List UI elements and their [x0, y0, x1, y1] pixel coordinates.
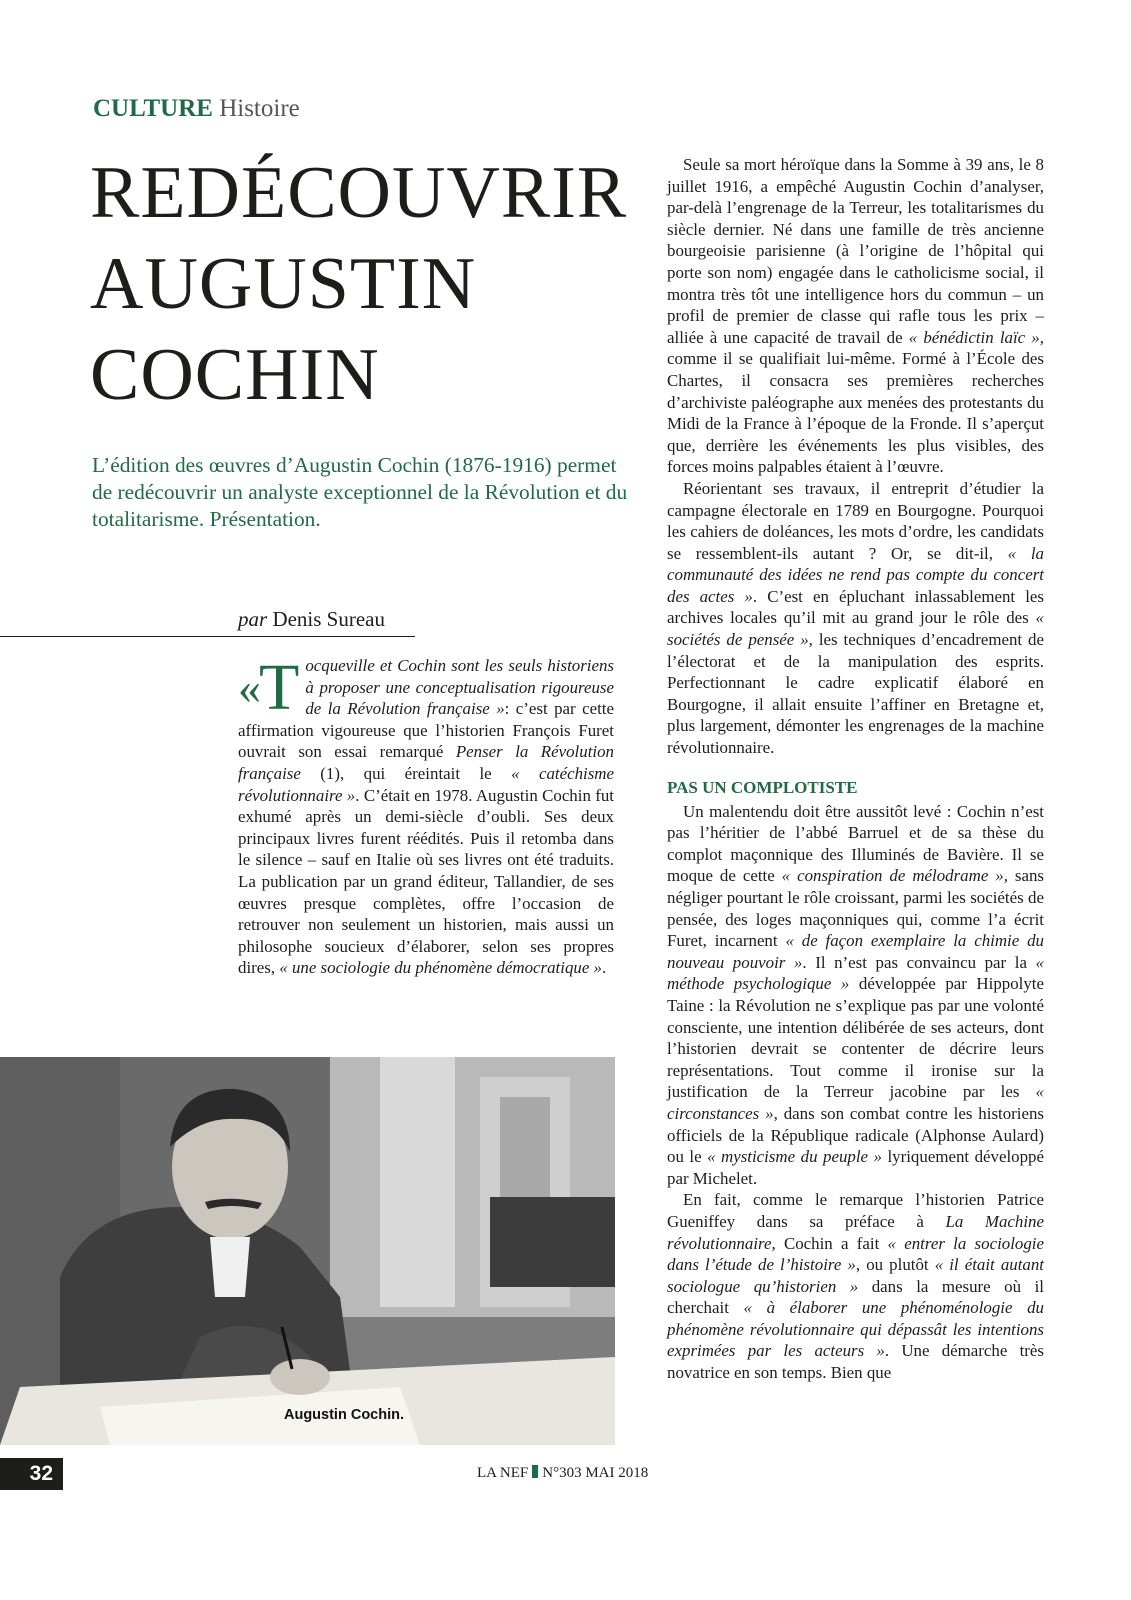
- photo-illustration: [0, 1057, 615, 1445]
- portrait-photo: [0, 1057, 615, 1445]
- body-text: Réorientant ses travaux, il entreprit d’étudier la campagne électorale en 1789 en Bourgogne. Pourquoi les cahiers de doléances, les mots d’ordre, les candidats se ressemblent-ils autant ? Or, se dit-il,: [667, 478, 1044, 563]
- body-text: , ou plutôt: [855, 1255, 935, 1275]
- byline-prefix: par: [238, 607, 268, 631]
- lede-text: L’édition des œuvres d’Augustin Cochin (1876-1916) permet de redécouvrir un analyste exceptionnel de la Révolution et du totalitarisme. Présentation.: [92, 453, 628, 531]
- title-line: REDÉCOUVRIR: [90, 152, 628, 234]
- photo-caption: Augustin Cochin.: [284, 1407, 405, 1423]
- quote: « catéchisme révolutionnaire »: [238, 763, 614, 805]
- body-text: Seule sa mort héroïque dans la Somme à 39 ans, le 8 juillet 1916, a empêché Augustin Cochin d’analyser, par-delà l’engrenage de la Terreur, les totalitarismes du siècle dernier. Né dans une famille de très ancienne bourgeoisie parisienne (à l’origine de l’hôpital qui porte son nom) engagée dans le catholicisme social, il montra très tôt une intelligence hors du commun – un profil de premier de classe qui rafle tous les prix – alliée à une capacité de travail de: [667, 155, 1044, 347]
- quote: « mysticisme du peuple »: [707, 1147, 882, 1167]
- body-text: : c’est par cette affirmation vigoureuse que l’historien François Furet ouvrait son essai remarqué: [238, 699, 614, 762]
- body-text: dans la mesure où il cherchait: [667, 1276, 1044, 1318]
- body-text: En fait, comme le remarque l’historien Patrice Gueniffey dans sa préface à: [667, 1190, 1044, 1231]
- body-text: développée par Hippolyte Taine : la Révolution ne s’explique pas par une volonté consciente, une intention délibérée de ses acteurs, dont l’historien devrait se contenter de décrire leurs représentations. Tout comme il ironise sur la justification de la Terreur jacobine par les: [667, 974, 1044, 1102]
- author-name: Denis Sureau: [272, 607, 385, 631]
- subsection-label: Histoire: [219, 95, 300, 122]
- body-text: . C’est en épluchant inlassablement les archives locales qu’il mit au grand jour le rôle des: [667, 586, 1044, 628]
- paragraph: [667, 1189, 1044, 1383]
- footer-issue: [477, 1463, 648, 1483]
- paragraph: [667, 478, 1044, 759]
- body-text: , dans son combat contre les historiens officiels de la République radicale (Alphonse Aulard) ou le: [667, 1103, 1044, 1167]
- book-title: La Machine révolutionnaire: [667, 1211, 1044, 1253]
- column-2: [667, 154, 1044, 1384]
- article-lede: [92, 452, 632, 533]
- quote: « une sociologie du phénomène démocratique »: [279, 958, 603, 978]
- body-text: . C’était en 1978. Augustin Cochin fut exhumé après un demi-siècle d’oubli. Ses deux principaux livres furent réédités. Puis il retomba dans le silence – sauf en Italie où ses livres ont été traduits. La publication par un grand éditeur, Tallandier, de ses œuvres presque complètes, offre l’occasion de retrouver non seulement un historien, mais aussi un philosophe soucieux d’élaborer, selon ses propres dires,: [238, 785, 615, 978]
- body-text: , Cochin a fait: [771, 1233, 888, 1253]
- body-text: , comme il se qualifiait lui-même. Formé à l’École des Chartes, il consacra ses premières recherches d’archiviste paléographe aux menées des protestants du Midi de la France à l’époque de la Fronde. Il s’aperçut que, derrière les événements les plus visibles, des forces moins palpables étaient à l’œuvre.: [667, 327, 1044, 477]
- body-text: . Il n’est pas convaincu par la: [802, 952, 1036, 972]
- intro-quote: ocqueville et Cochin sont les seuls historiens à proposer une conceptualisation rigoureuse de la Révolution française »: [305, 656, 614, 719]
- section-label: CULTURE: [93, 95, 213, 122]
- body-text: . Une démarche très novatrice en son temps. Bien que: [667, 1341, 1044, 1383]
- magazine-name: LA NEF: [477, 1465, 529, 1481]
- book-title: Penser la Révolution française: [238, 742, 614, 783]
- byline-rule: [0, 636, 415, 637]
- section-rubric: [93, 94, 300, 124]
- intro-paragraph: [238, 651, 615, 979]
- drop-cap: [238, 651, 300, 724]
- title-line: AUGUSTIN: [90, 243, 477, 325]
- quote: « entrer la sociologie dans l’étude de l’histoire »: [667, 1233, 1044, 1275]
- separator-square: [532, 1465, 538, 1478]
- title-line: COCHIN: [90, 334, 380, 416]
- article-title: [90, 148, 650, 421]
- body-text: lyriquement développé par Michelet.: [667, 1147, 1044, 1188]
- quote: « bénédictin laïc »: [908, 327, 1040, 347]
- body-text: Un malentendu doit être aussitôt levé : Cochin n’est pas l’héritier de l’abbé Barruel et de sa thèse du complot maçonnique des Illuminés de Bavière. Il se moque de cette: [667, 801, 1044, 886]
- quote: « de façon exemplaire la chimie du nouveau pouvoir »: [667, 931, 1044, 972]
- quote: « sociétés de pensée »: [667, 608, 1044, 650]
- paragraph: [667, 801, 1044, 1190]
- body-text: , sans négliger pourtant le rôle croissant, parmi les sociétés de pensée, des loges maçonniques qui, comme l’a écrit Furet, incarnent: [667, 866, 1044, 951]
- quote: « conspiration de mélodrame »: [781, 866, 1004, 886]
- issue-label: N°303 MAI 2018: [542, 1465, 649, 1481]
- quote: « à élaborer une phénoménologie du phénomène révolutionnaire qui dépassât les intentions exprimées par les acteurs »: [667, 1298, 1044, 1361]
- body-text: , les techniques d’encadrement de l’électorat et de la manipulation des esprits. Perfectionnant le cadre explicatif élaboré en Bourgogne, il allait ensuite l’affiner en Bretagne et, plus largement, démonter les engrenages de la machine révolutionnaire.: [667, 630, 1044, 758]
- section-heading: PAS UN COMPLOTISTE: [667, 777, 858, 797]
- column-1: [238, 651, 615, 979]
- quote: « méthode psychologique »: [667, 952, 1044, 994]
- body-text: (1), qui éreintait le: [300, 763, 512, 783]
- drop-cap-letter: T: [259, 651, 300, 724]
- page-number: 32: [0, 1458, 63, 1490]
- paragraph: [667, 154, 1044, 478]
- quote: « circonstances »: [667, 1082, 1044, 1123]
- drop-cap-quote: «: [238, 662, 261, 713]
- body-text: .: [602, 958, 607, 978]
- byline: [238, 606, 385, 632]
- quote: « il était autant sociologue qu’historien »: [667, 1255, 1044, 1296]
- quote: « la communauté des idées ne rend pas compte du concert des actes »: [667, 543, 1044, 606]
